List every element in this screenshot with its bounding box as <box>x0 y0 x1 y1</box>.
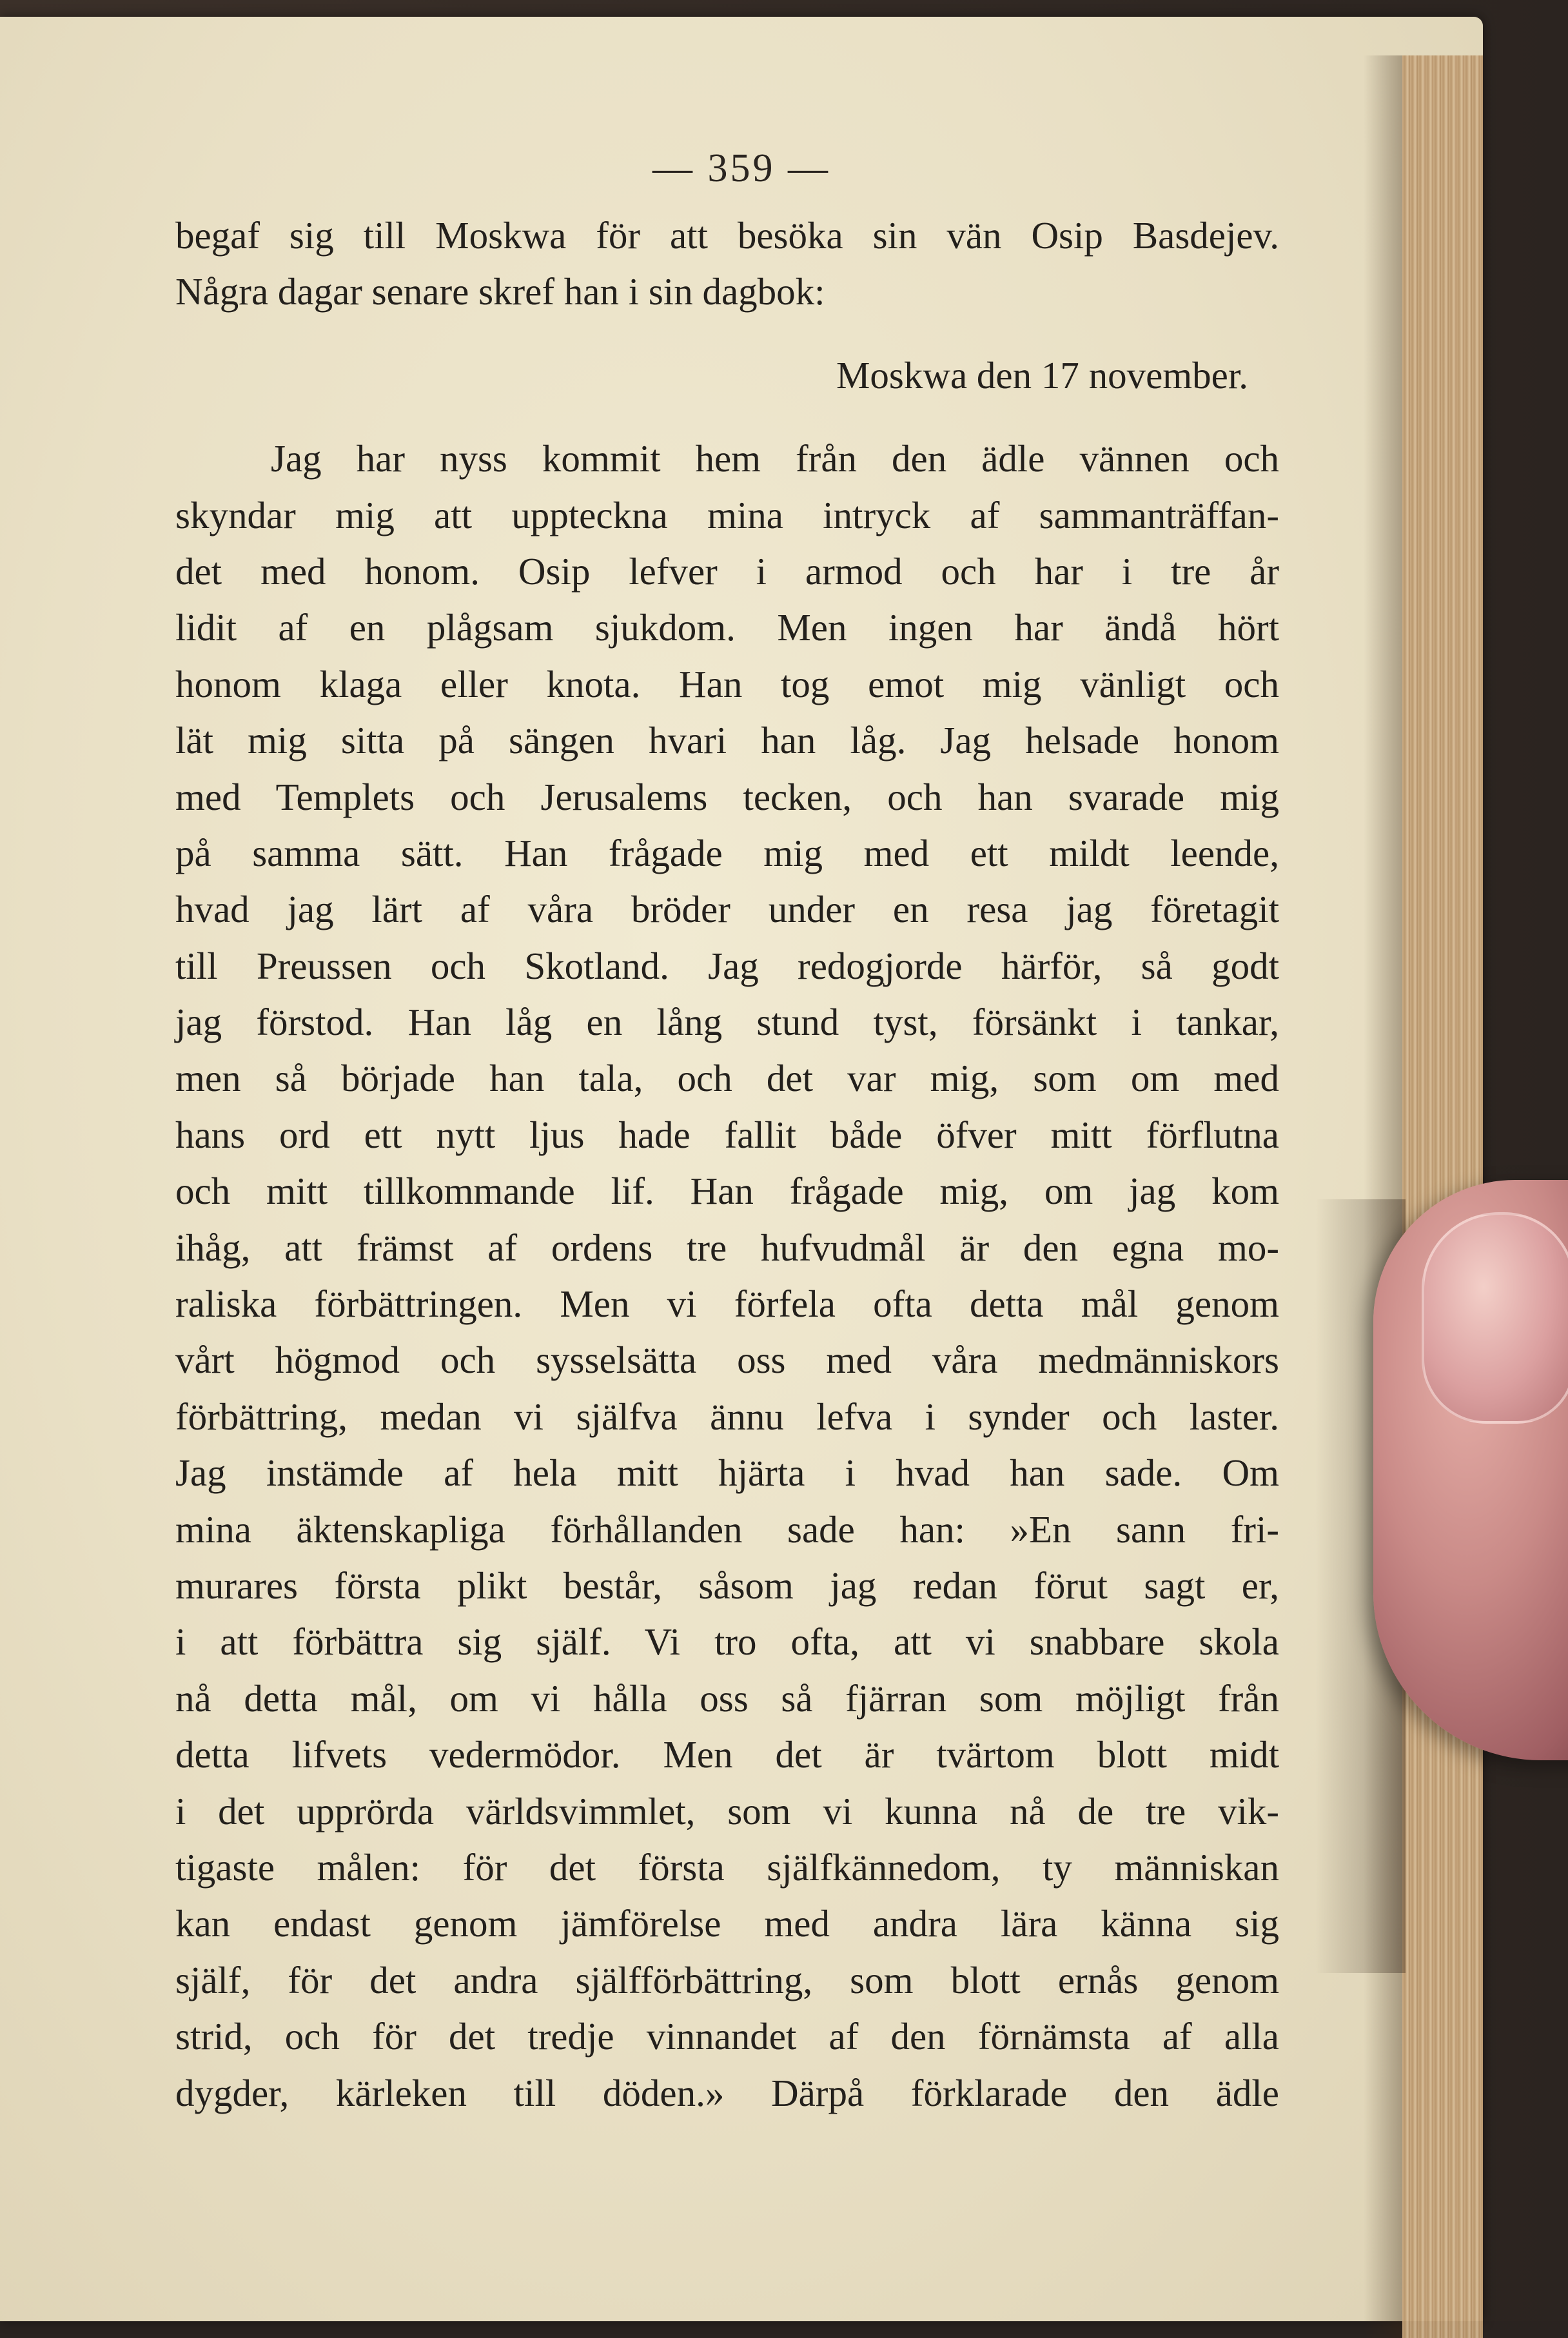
dateline: Moskwa den 17 november. <box>836 353 1248 397</box>
text-line: lät mig sitta på sängen hvari han låg. Jag helsade honom <box>175 719 1279 762</box>
text-line: och mitt tillkommande lif. Han frågade mig, om jag kom <box>175 1170 1279 1213</box>
text-line: Jag instämde af hela mitt hjärta i hvad han sade. Om <box>175 1451 1279 1495</box>
text-line: i det upprörda världsvimmlet, som vi kunna nå de tre vik- <box>175 1789 1279 1832</box>
text-line: själf, för det andra själfförbättring, som blott ernås genom <box>175 1958 1279 2001</box>
text-line: strid, och för det tredje vinnandet af den förnämsta af alla <box>175 2015 1279 2058</box>
text-line: men så började han tala, och det var mig, som om med <box>175 1057 1279 1100</box>
body-text <box>175 208 1279 2121</box>
text-line: Några dagar senare skref han i sin dagbok: <box>175 270 825 313</box>
text-line: till Preussen och Skotland. Jag redogjorde härför, så godt <box>175 944 1279 987</box>
text-line: ihåg, att främst af ordens tre hufvudmål är den egna mo- <box>175 1226 1279 1269</box>
text-line: i att förbättra sig själf. Vi tro ofta, att vi snabbare skola <box>175 1620 1279 1664</box>
text-line: med Templets och Jerusalems tecken, och han svarade mig <box>175 775 1279 818</box>
text-line: mina äktenskapliga förhållanden sade han: »En sann fri- <box>175 1508 1279 1551</box>
text-line: hvad jag lärt af våra bröder under en resa jag företagit <box>175 888 1279 931</box>
text-line: förbättring, medan vi själfva ännu lefva i synder och laster. <box>175 1395 1279 1438</box>
text-line: tigaste målen: för det första själfkännedom, ty människan <box>175 1845 1279 1889</box>
text-line: på samma sätt. Han frågade mig med ett mildt leende, <box>175 831 1279 874</box>
page-gutter-shadow <box>1364 55 1402 2338</box>
text-line: jag förstod. Han låg en lång stund tyst, försänkt i tankar, <box>175 1001 1279 1044</box>
thumbnail <box>1422 1212 1568 1424</box>
text-line: detta lifvets vedermödor. Men det är tvärtom blott midt <box>175 1733 1279 1776</box>
text-line: raliska förbättringen. Men vi förfela ofta detta mål genom <box>175 1282 1279 1326</box>
text-line: det med honom. Osip lefver i armod och har i tre år <box>175 549 1279 593</box>
text-line: hans ord ett nytt ljus hade fallit både öfver mitt förflutna <box>175 1113 1279 1156</box>
text-line: kan endast genom jämförelse med andra lära känna sig <box>175 1902 1279 1945</box>
text-line: honom klaga eller knota. Han tog emot mig vänligt och <box>175 662 1279 705</box>
text-line: dygder, kärleken till döden.» Därpå förklarade den ädle <box>175 2071 1279 2114</box>
page-number: — 359 — <box>652 146 830 190</box>
text-line: vårt högmod och sysselsätta oss med våra medmänniskors <box>175 1339 1279 1382</box>
text-line: nå detta mål, om vi hålla oss så fjärran som möjligt från <box>175 1676 1279 1720</box>
text-line: murares första plikt består, såsom jag redan förut sagt er, <box>175 1564 1279 1607</box>
text-line: Jag har nyss kommit hem från den ädle vännen och <box>271 437 1279 480</box>
text-line: lidit af en plågsam sjukdom. Men ingen har ändå hört <box>175 606 1279 649</box>
text-line: skyndar mig att uppteckna mina intryck af sammanträffan- <box>175 493 1279 536</box>
text-line: begaf sig till Moskwa för att besöka sin vän Osip Basdejev. <box>175 214 1279 257</box>
